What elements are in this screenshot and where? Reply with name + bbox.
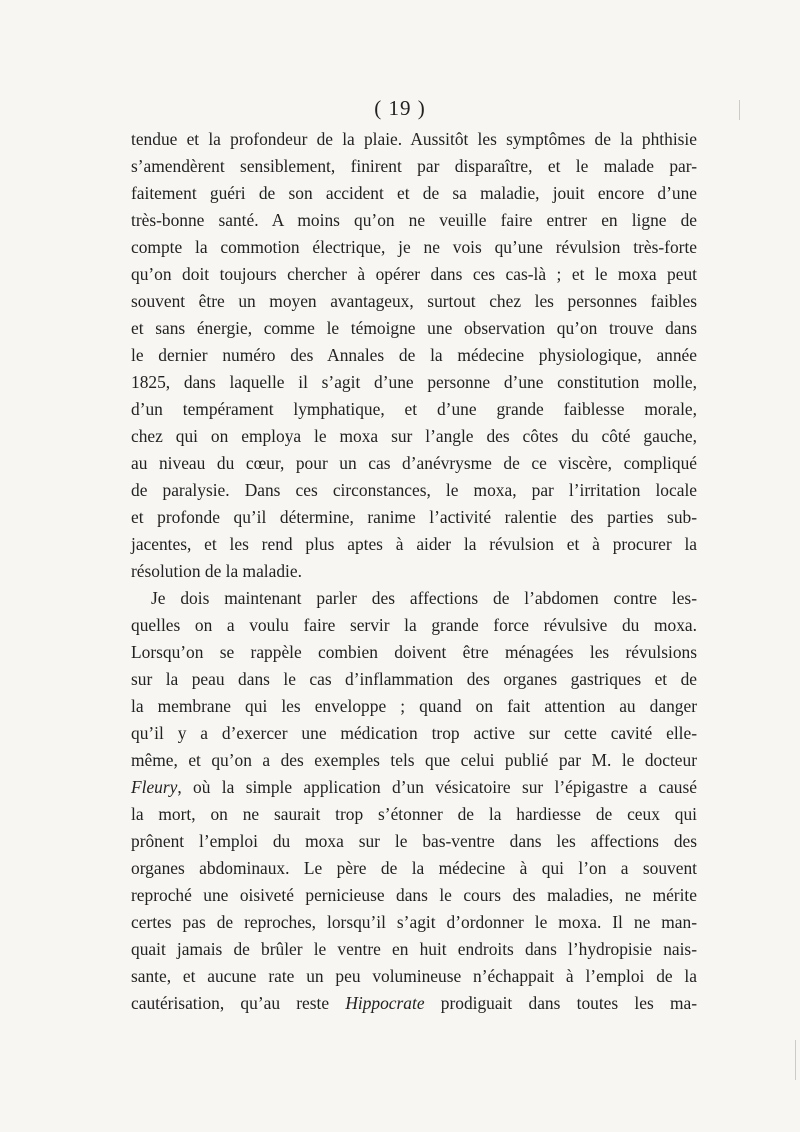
text-line: Lorsqu’on se rappèle combien doivent être ménagées les révulsions [131, 642, 697, 662]
text-line: compte la commotion électrique, je ne vois qu’une révulsion très-forte [131, 237, 697, 257]
text-line: et profonde qu’il détermine, ranime l’activité ralentie des parties sub- [131, 507, 697, 527]
text-line: la membrane qui les enveloppe ; quand on fait attention au danger [131, 696, 697, 716]
page-edge-line [739, 100, 740, 120]
text-line: chez qui on employa le moxa sur l’angle des côtes du côté gauche, [131, 426, 697, 446]
text-line: Je dois maintenant parler des affections de l’abdomen contre les- [151, 588, 697, 608]
text-line: de paralysie. Dans ces circonstances, le moxa, par l’irritation locale [131, 480, 697, 500]
text-line: reproché une oisiveté pernicieuse dans le cours des maladies, ne mérite [131, 885, 697, 905]
text-line: qu’il y a d’exercer une médication trop active sur cette cavité elle- [131, 723, 697, 743]
text-line: résolution de la maladie. [131, 561, 302, 581]
text-line: et sans énergie, comme le témoigne une observation qu’on trouve dans [131, 318, 697, 338]
text-line: certes pas de reproches, lorsqu’il s’agit d’ordonner le moxa. Il ne man- [131, 912, 697, 932]
text-line: au niveau du cœur, pour un cas d’anévrysme de ce viscère, compliqué [131, 453, 697, 473]
text-line: 1825, dans laquelle il s’agit d’une personne d’une constitution molle, [131, 372, 697, 392]
text-line: Fleury, où la simple application d’un vésicatoire sur l’épigastre a causé [131, 777, 697, 797]
text-line: prônent l’emploi du moxa sur le bas-ventre dans les affections des [131, 831, 697, 851]
text-line: faitement guéri de son accident et de sa maladie, jouit encore d’une [131, 183, 697, 203]
text-line: même, et qu’on a des exemples tels que celui publié par M. le docteur [131, 750, 697, 770]
page-number: ( 19 ) [374, 96, 426, 120]
page-edge-line [795, 1040, 796, 1080]
text-line: le dernier numéro des Annales de la médecine physiologique, année [131, 345, 697, 365]
text-line: organes abdominaux. Le père de la médecine à qui l’on a souvent [131, 858, 697, 878]
text-line: quelles on a voulu faire servir la grande force révulsive du moxa. [131, 615, 697, 635]
paragraph [131, 126, 697, 585]
text-line: d’un tempérament lymphatique, et d’une grande faiblesse morale, [131, 399, 697, 419]
text-line: qu’on doit toujours chercher à opérer dans ces cas-là ; et le moxa peut [131, 264, 697, 284]
text-line: tendue et la profondeur de la plaie. Aussitôt les symptômes de la phthisie [131, 129, 697, 149]
text-line: souvent être un moyen avantageux, surtout chez les personnes faibles [131, 291, 697, 311]
text-line: quait jamais de brûler le ventre en huit endroits dans l’hydropisie nais- [131, 939, 697, 959]
text-line: sante, et aucune rate un peu volumineuse n’échappait à l’emploi de la [131, 966, 697, 986]
text-line: s’amendèrent sensiblement, finirent par disparaître, et le malade par- [131, 156, 697, 176]
paragraph [131, 585, 697, 1017]
body-text [131, 126, 697, 1017]
text-line: cautérisation, qu’au reste Hippocrate prodiguait dans toutes les ma- [131, 993, 697, 1013]
text-line: jacentes, et les rend plus aptes à aider la révulsion et à procurer la [131, 534, 697, 554]
text-line: très-bonne santé. A moins qu’on ne veuille faire entrer en ligne de [131, 210, 697, 230]
text-line: la mort, on ne saurait trop s’étonner de la hardiesse de ceux qui [131, 804, 697, 824]
text-line: sur la peau dans le cas d’inflammation des organes gastriques et de [131, 669, 697, 689]
